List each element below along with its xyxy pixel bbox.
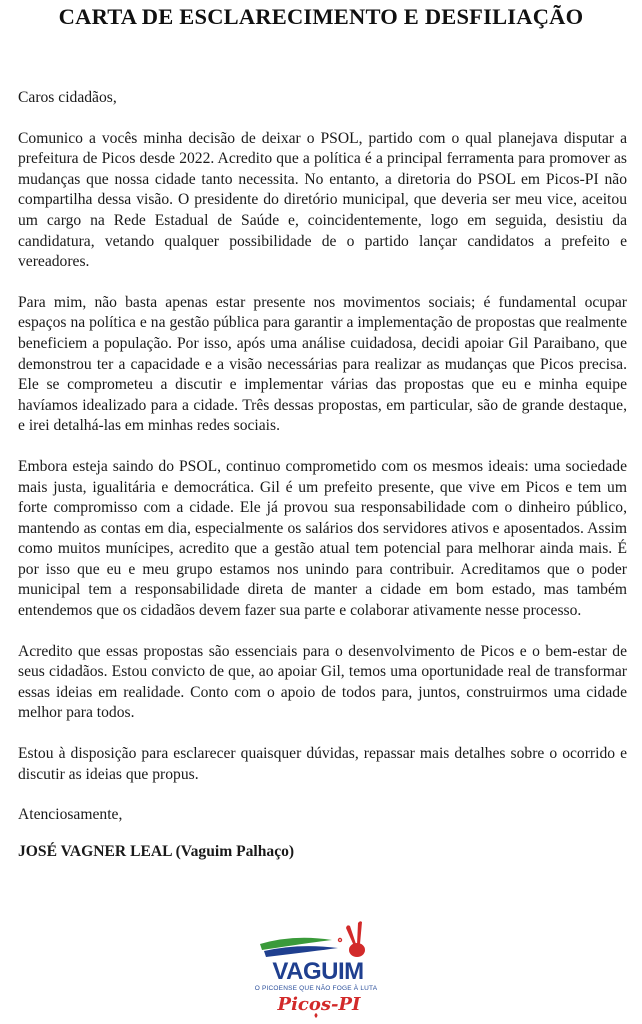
logo-tagline: O PICOENSE QUE NÃO FOGE À LUTA bbox=[254, 985, 378, 992]
paragraph: Comunico a vocês minha decisão de deixar o PSOL, partido com o qual planejava disputar a prefeitura de Picos desde 2022. Acredito que a política é a principal ferramenta para promover as mudanças que nossa cidade tanto necessita. No entanto, a diretoria do PSOL em Picos-PI não compartilha dessa visão. O presidente do diretório municipal, que deveria ser meu vice, aceitou um cargo na Rede Estadual de Saúde e, coincidentemente, logo em seguida, desistiu da candidatura, vetando qualquer possibilidade de o partido lançar candidatos a prefeito e vereadores. bbox=[18, 129, 627, 271]
campaign-logo bbox=[254, 918, 384, 1022]
signature: JOSÉ VAGNER LEAL (Vaguim Palhaço) bbox=[18, 842, 295, 860]
paragraph: Para mim, não basta apenas estar presente nos movimentos sociais; é fundamental ocupar espaços na política e na gestão pública para garantir a implementação de propostas que realmente beneficiem a população. Por isso, após uma análise cuidadosa, decidi apoiar Gil Paraibano, que demonstrou ter a capacidade e a visão necessárias para realizar as mudanças que Picos precisa. Ele se comprometeu a discutir e implementar várias das propostas que eu e minha equipe havíamos idealizado para a cidade. Três dessas propostas, em particular, são de grande destaque, e irei detalhá-las em minhas redes sociais. bbox=[18, 293, 627, 435]
paragraph: Embora esteja saindo do PSOL, continuo comprometido com os mesmos ideais: uma sociedade mais justa, igualitária e democrática. Gil é um prefeito presente, que vive em Picos e tem um forte compromisso com a cidade. Ele já provou sua responsabilidade com o dinheiro público, mantendo as contas em dia, especialmente os salários dos servidores ativos e aposentados. Assim como muitos munícipes, acredito que a gestão atual tem potencial para melhorar ainda mais. É por isso que eu e meu grupo estamos nos unindo para contribuir. Acreditamos que o poder municipal tem a responsabilidade direta de manter a cidade em bom estado, mas também entendemos que os cidadãos devem fazer sua parte e colaborar ativamente nesse processo. bbox=[18, 457, 627, 620]
letter-body bbox=[18, 88, 627, 862]
letter-title: CARTA DE ESCLARECIMENTO E DESFILIAÇÃO bbox=[58, 4, 584, 29]
paragraph: Estou à disposição para esclarecer quaisquer dúvidas, repassar mais detalhes sobre o ocorrido e discutir as ideias que propus. bbox=[18, 745, 627, 783]
greeting: Caros cidadãos, bbox=[18, 89, 117, 106]
logo-name: VAGUIM bbox=[272, 958, 364, 985]
paragraph: Acredito que essas propostas são essenciais para o desenvolvimento de Picos e o bem-estar de seus cidadãos. Estou convicto de que, ao apoiar Gil, temos uma oportunidade real de transformar essas ideias em realidade. Conto com o apoio de todos para, juntos, construirmos uma cidade melhor para todos. bbox=[18, 642, 627, 722]
logo-city: Picos-PI bbox=[277, 994, 361, 1015]
closing: Atenciosamente, bbox=[18, 806, 123, 824]
